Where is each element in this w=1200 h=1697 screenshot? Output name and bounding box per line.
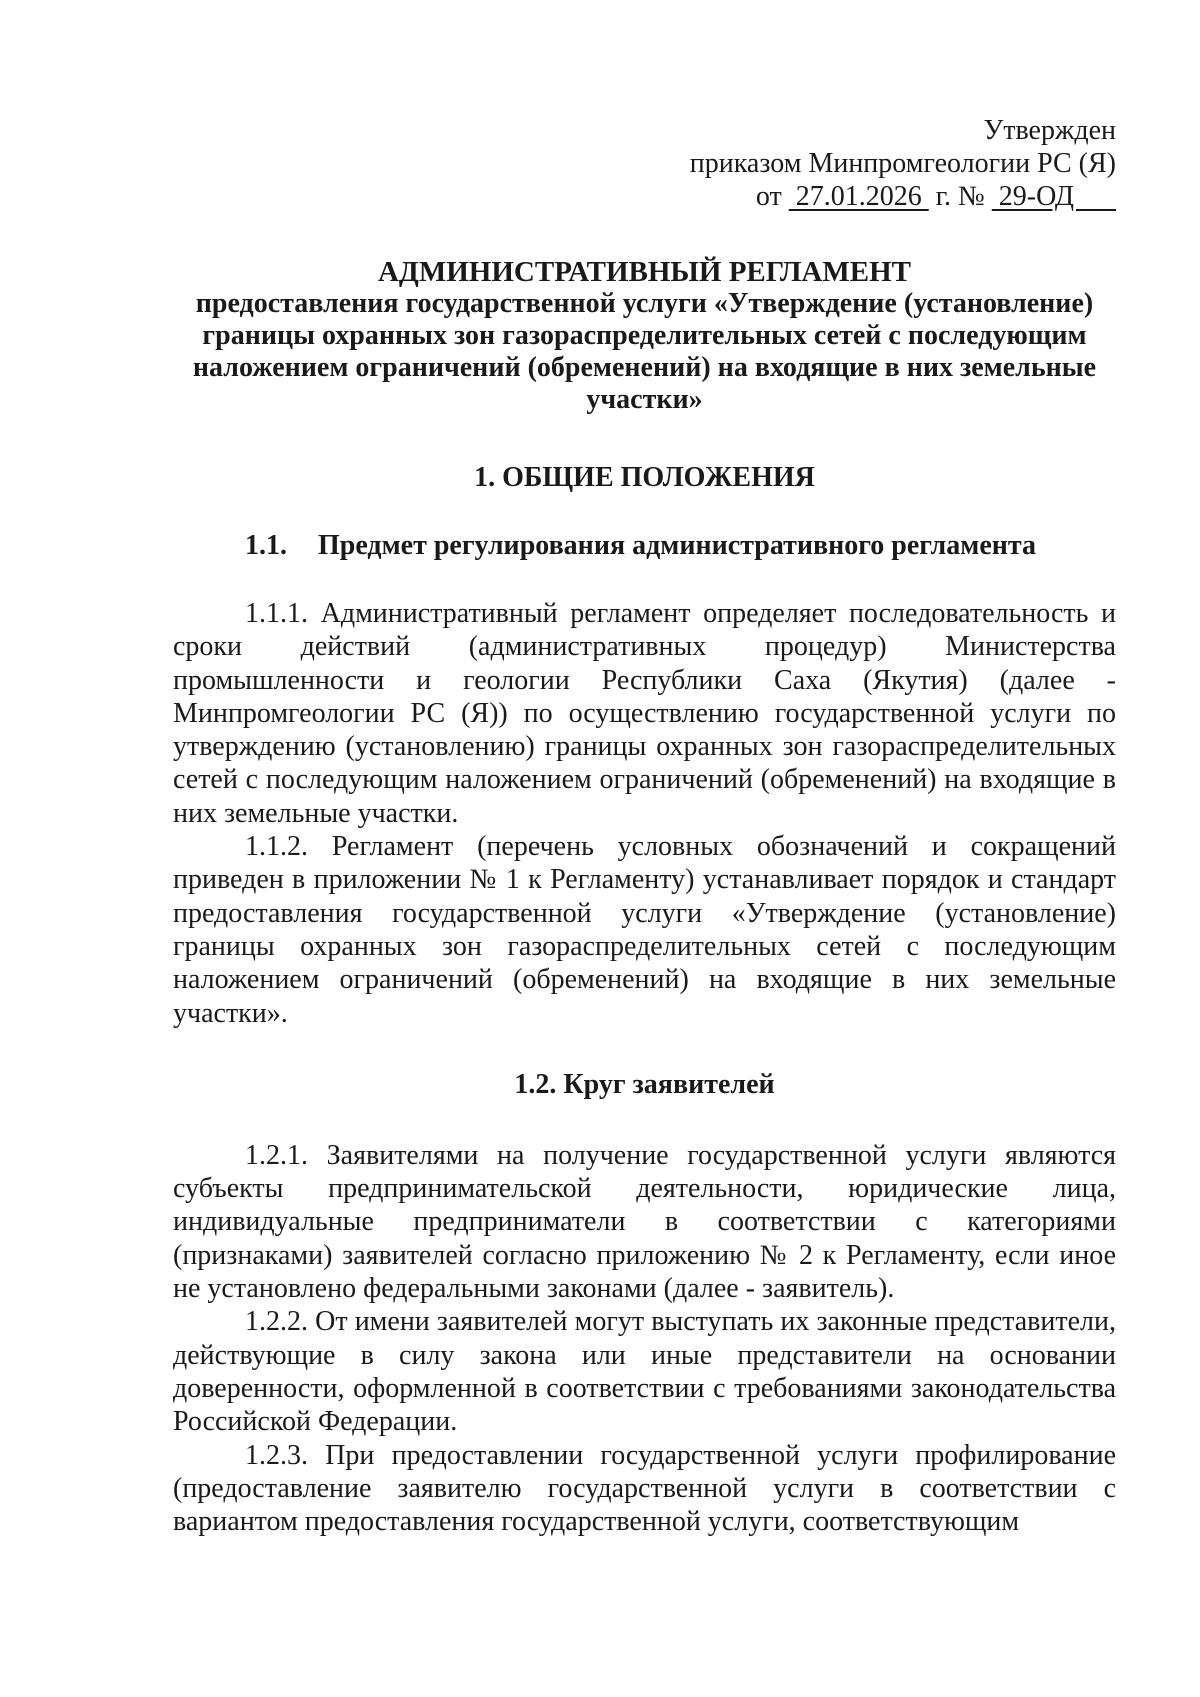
approval-line-2: приказом Минпромгеологии РС (Я) [689,148,1116,179]
document-title [173,256,1116,416]
subsection-1-1-number: 1.1. [245,530,287,561]
subsection-1-2-heading: 1.2. Круг заявителей [514,1068,775,1100]
document-page [173,114,1116,1538]
main-title: АДМИНИСТРАТИВНЫЙ РЕГЛАМЕНТ [377,256,911,288]
document-subtitle: предоставления государственной услуги «Утверждение (установление) границы охранных зон газораспределительных сетей с последующим наложением ограничений (обременений) на входящие в них земельные участки» [192,288,1097,415]
paragraph-1-2-3: 1.2.3. При предоставлении государственной услуги профилирование (предоставление заявителю государственной услуги в соответствии с вариантом предоставления государственной услуги, соответствующим [173,1439,1116,1538]
approval-line-3 [173,180,1116,213]
from-label: от [755,181,782,212]
paragraph-1-1-1: 1.1.1. Административный регламент определяет последовательность и сроки действий (административных процедур) Министерства промышленности и геологии Республики Саха (Якутия) (далее - Минпромгеологии РС (Я)) по осуществлению государственной услуги по утверждению (установлению) границы охранных зон газораспределительных сетей с последующим наложением ограничений (обременений) на входящие в них земельные участки. [173,598,1116,829]
paragraph-1-1-2: 1.1.2. Регламент (перечень условных обозначений и сокращений приведен в приложении № 1 к Регламенту) устанавливает порядок и стандарт предоставления государственной услуги «Утверждение (установление) границы охранных зон газораспределительных сетей с последующим наложением ограничений (обременений) на входящие в них земельные участки». [173,831,1116,1029]
approval-line-1: Утвержден [983,115,1116,146]
subsection-1-2-body [173,1139,1116,1539]
paragraph-1-2-2: 1.2.2. От имени заявителей могут выступать их законные представители, действующие в силу закона или иные представители на основании доверенности, оформленной в соответствии с требованиями законодательства Российской Федерации. [173,1306,1116,1438]
approval-number: 29-ОД [991,181,1116,212]
subsection-1-1-heading [173,529,1116,562]
number-label: г. № [935,181,985,212]
paragraph-1-2-1: 1.2.1. Заявителями на получение государственной услуги являются субъекты предпринимательской деятельности, юридические лица, индивидуальные предприниматели в соответствии с категориями (признаками) заявителей согласно приложению № 2 к Регламенту, если иное не установлено федеральными законами (далее - заявитель). [173,1139,1116,1305]
subsection-1-1-body [173,597,1116,1030]
approval-stamp [173,114,1116,213]
subsection-1-1-title: Предмет регулирования административного регламента [318,530,1036,561]
section-1-heading: 1. ОБЩИЕ ПОЛОЖЕНИЯ [474,462,815,493]
approval-date: 27.01.2026 [788,181,929,212]
